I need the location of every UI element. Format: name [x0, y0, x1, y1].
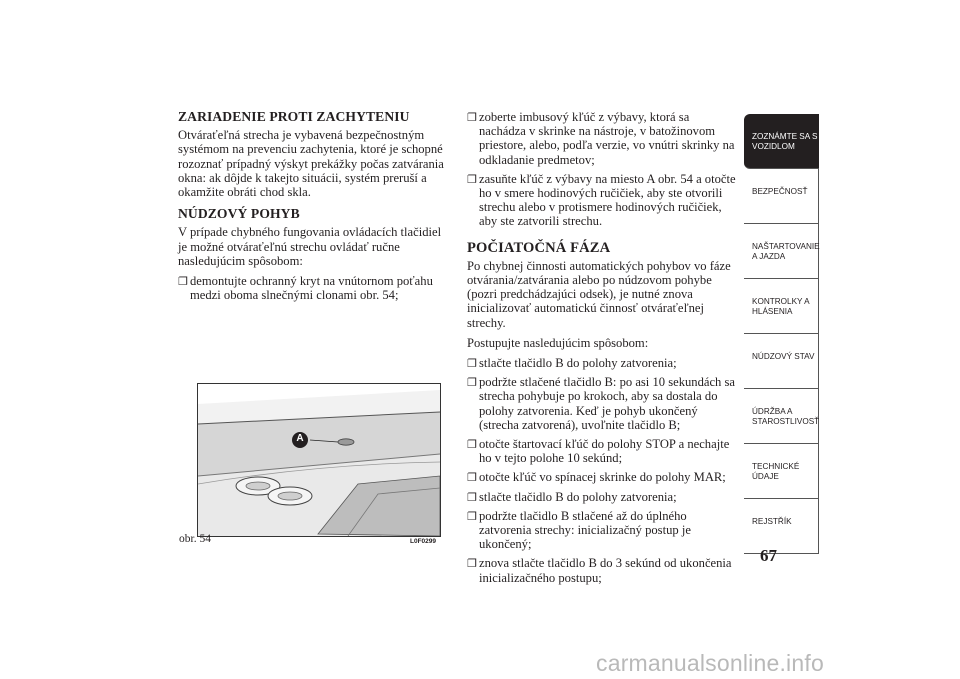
list-item: ❐ stlačte tlačidlo B do polohy zatvorenia;	[467, 489, 677, 504]
figure-54	[197, 383, 441, 537]
checkbox-bullet-icon: ❐	[467, 173, 477, 186]
list-item: ❐ zoberte imbusový kľúč z výbavy, ktorá sa nachádza v skrinke na nástroje, v batožinovom priestore, alebo, podľa verzie, vo vnútri skrinky na odkladanie predmetov;	[467, 110, 735, 167]
tab-emergency[interactable]: NÚDZOVÝ STAV	[744, 334, 819, 389]
page-number: 67	[760, 546, 777, 565]
checkbox-bullet-icon: ❐	[467, 358, 477, 371]
list-initial-phase	[467, 356, 739, 585]
list-item: ❐ podržte stlačené tlačidlo B: po asi 10 sekundách sa strecha pohybuje po krokoch, aby sa dostala do polohy zatvorenia. Keď je pohyb ukončený (strecha zatvorená), uvoľnite tlačidlo B;	[467, 375, 735, 432]
list-item: ❐ otočte štartovací kľúč do polohy STOP a nechajte ho v tejto polohe 10 sekúnd;	[467, 437, 730, 466]
checkbox-bullet-icon: ❐	[467, 510, 477, 523]
tab-getting-to-know-vehicle[interactable]: ZOZNÁMTE SA S VOZIDLOM	[744, 114, 819, 169]
tab-warning-lights[interactable]: KONTROLKY A HLÁSENIA	[744, 279, 819, 334]
right-column	[467, 110, 739, 593]
checkbox-bullet-icon: ❐	[467, 439, 477, 452]
heading-anti-pinch: ZARIADENIE PROTI ZACHYTENIU	[178, 109, 410, 124]
list-item: ❐ otočte kľúč vo spínacej skrinke do polohy MAR;	[467, 470, 726, 485]
heading-initial-phase: POČIATOČNÁ FÁZA	[467, 239, 611, 256]
tab-maintenance[interactable]: ÚDRŽBA A STAROSTLIVOSŤ	[744, 389, 819, 444]
heading-emergency: NÚDZOVÝ POHYB	[178, 206, 300, 222]
list-emergency	[178, 274, 450, 302]
checkbox-bullet-icon: ❐	[467, 377, 477, 390]
checkbox-bullet-icon: ❐	[467, 472, 477, 485]
section-initial-phase	[467, 241, 739, 585]
list-item: ❐ demontujte ochranný kryt na vnútornom poťahu medzi oboma slnečnými clonami obr. 54;	[178, 274, 433, 303]
paragraph-emergency: V prípade chybného fungovania ovládacích tlačidiel je možné otváraťeľnú strechu ovládať ručne nasledujúcim spôsobom:	[178, 225, 442, 268]
tab-technical-data[interactable]: TECHNICKÉ ÚDAJE	[744, 444, 819, 499]
paragraph-anti-pinch: Otváraťeľná strecha je vybavená bezpečnostným systémom na prevenciu zachytenia, ktoré je schopné rozoznať prípadný výskyt prekážky počas zatvárania okna: ak dôjde k takejto situácii, systém preruší a okamžite obráti chod skla.	[178, 128, 444, 200]
list-emergency-continued	[467, 110, 739, 229]
checkbox-bullet-icon: ❐	[178, 276, 188, 289]
paragraph-procedure: Postupujte nasledujúcim spôsobom:	[467, 335, 649, 350]
section-anti-pinch	[178, 110, 450, 199]
paragraph-initial-phase: Po chybnej činnosti automatických pohybov vo fáze otvárania/zatvárania alebo po núdzovom pohybe (pozri predchádzajúci odsek), je nutné znova inicializovať automatickú činnosť otváraťeľnej strechy.	[467, 258, 731, 330]
section-emergency	[178, 207, 450, 302]
left-column	[178, 110, 450, 310]
list-item: ❐ znova stlačte tlačidlo B do 3 sekúnd od ukončenia inicializačného postupu;	[467, 556, 732, 585]
checkbox-bullet-icon: ❐	[467, 558, 477, 571]
list-item: ❐ stlačte tlačidlo B do polohy zatvorenia;	[467, 356, 677, 371]
watermark: carmanualsonline.info	[596, 650, 824, 676]
tab-index[interactable]: REJSTŘÍK	[744, 499, 819, 554]
figure-caption: obr. 54	[179, 533, 211, 545]
list-item: ❐ podržte tlačidlo B stlačené až do úplného zatvorenia strechy: inicializačný postup je ukončený;	[467, 508, 691, 552]
tab-safety[interactable]: BEZPEČNOSŤ	[744, 169, 819, 224]
tab-starting-driving[interactable]: NAŠTARTOVANIE A JAZDA	[744, 224, 819, 279]
figure-code: L0F0299	[410, 538, 437, 545]
checkbox-bullet-icon: ❐	[467, 112, 477, 124]
roof-illustration	[198, 384, 440, 536]
checkbox-bullet-icon: ❐	[467, 491, 477, 504]
list-item: ❐ zasuňte kľúč z výbavy na miesto A obr. 54 a otočte ho v smere hodinových ručičiek, aby ste otvorili strechu alebo v protismere hodinových ručičiek, aby ste zatvorili strechu.	[467, 171, 736, 229]
chapter-tabs	[744, 114, 819, 554]
figure-marker-a: A	[296, 433, 304, 444]
